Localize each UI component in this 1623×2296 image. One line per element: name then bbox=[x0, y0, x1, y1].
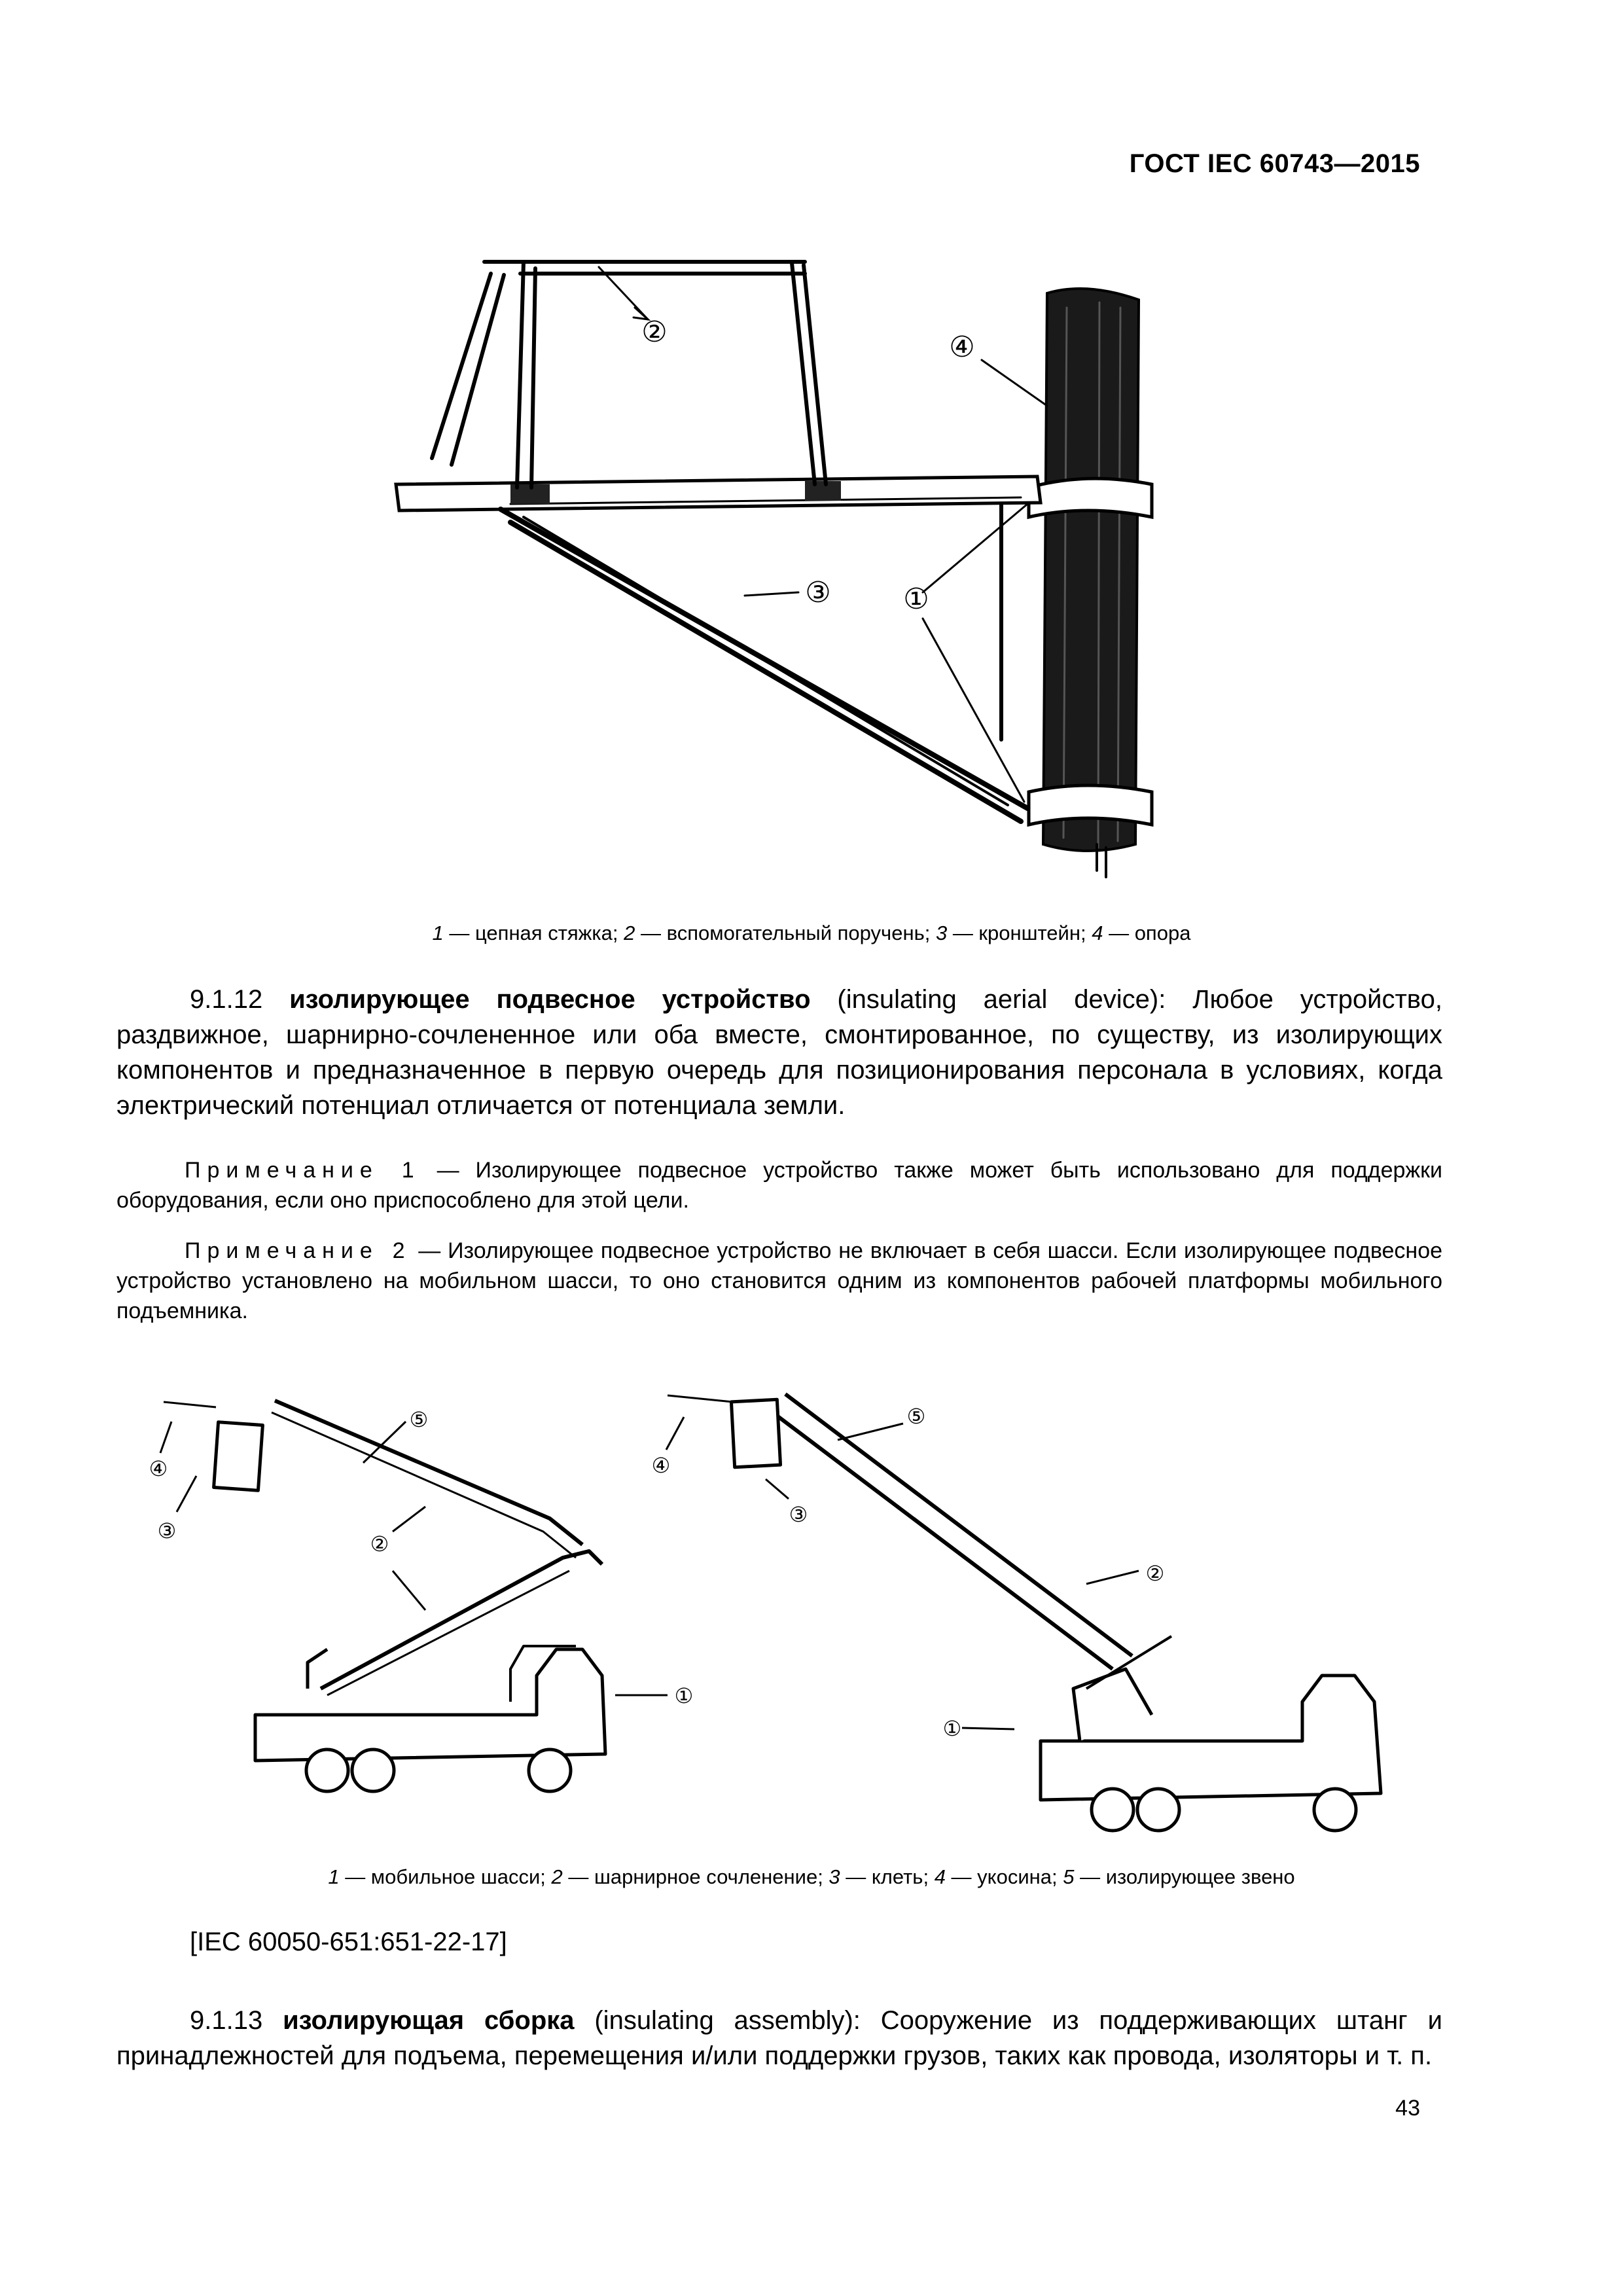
callout-3-fig2-left: ③ bbox=[157, 1518, 177, 1543]
term-name: изолирующая сборка bbox=[283, 2006, 575, 2035]
callout-4-fig2-left: ④ bbox=[149, 1456, 168, 1481]
callout-5-fig2-right: ⑤ bbox=[906, 1404, 926, 1429]
term-number: 9.1.13 bbox=[190, 2006, 263, 2035]
figure-pole-platform bbox=[0, 0, 1623, 916]
callout-2-fig2-left: ② bbox=[370, 1532, 389, 1556]
note-1: Примечание 1 — Изолирующее подвесное устройство также может быть использовано для поддержки оборудования, если оно приспособлено для этой цели. bbox=[116, 1158, 1443, 1213]
figure1-caption: 1 — цепная стяжка; 2 — вспомогательный поручень; 3 — кронштейн; 4 — опора bbox=[432, 922, 1191, 944]
term-english: (insulating assembly): bbox=[594, 2006, 861, 2035]
callout-2-fig2-right: ② bbox=[1145, 1561, 1165, 1586]
callout-2-fig1: ② bbox=[641, 315, 668, 349]
term-number: 9.1.12 bbox=[190, 985, 263, 1014]
term-name: изолирующее подвесное устройство bbox=[289, 985, 811, 1014]
callout-3-fig2-right: ③ bbox=[789, 1502, 808, 1527]
iec-reference: [IEC 60050-651:651-22-17] bbox=[190, 1928, 507, 1956]
callout-1-fig1: ① bbox=[903, 583, 929, 616]
figure-aerial-devices bbox=[0, 1361, 1623, 1885]
term-english: (insulating aerial device): bbox=[837, 985, 1166, 1014]
term-9-1-12 bbox=[116, 982, 1442, 1123]
callout-1-fig2-right: ① bbox=[942, 1716, 962, 1741]
callout-5-fig2-left: ⑤ bbox=[409, 1407, 429, 1432]
term-9-1-13 bbox=[116, 2003, 1442, 2073]
term-definition: Любое устройство, раздвижное, шарнирно-сочлененное или оба вместе, смонтированное, по существу, из изолирующих компонентов и предназначенное в первую очередь для позиционирования персонала в условиях, когда электрический потенциал отличается от потенциала земли. bbox=[116, 985, 1442, 1120]
callout-3-fig1: ③ bbox=[805, 576, 831, 609]
callout-4-fig2-right: ④ bbox=[651, 1453, 671, 1478]
figure2-caption: 1 — мобильное шасси; 2 — шарнирное сочленение; 3 — клеть; 4 — укосина; 5 — изолирующее звено bbox=[328, 1865, 1295, 1888]
note-2: Примечание 2 — Изолирующее подвесное устройство не включает в себя шасси. Если изолирующее подвесное устройство установлено на мобильном шасси, то оно становится одним из компонентов рабочей платформы мобильного подъемника. bbox=[116, 1238, 1443, 1323]
document-id: ГОСТ IEC 60743—2015 bbox=[1129, 149, 1420, 178]
page-number: 43 bbox=[1395, 2096, 1420, 2121]
term-definition: Сооружение из поддерживающих штанг и принадлежностей для подъема, перемещения и/или поддержки грузов, таких как провода, изоляторы и т. п. bbox=[116, 2006, 1442, 2070]
callout-4-fig1: ④ bbox=[949, 331, 975, 364]
callout-1-fig2-left: ① bbox=[674, 1683, 694, 1708]
